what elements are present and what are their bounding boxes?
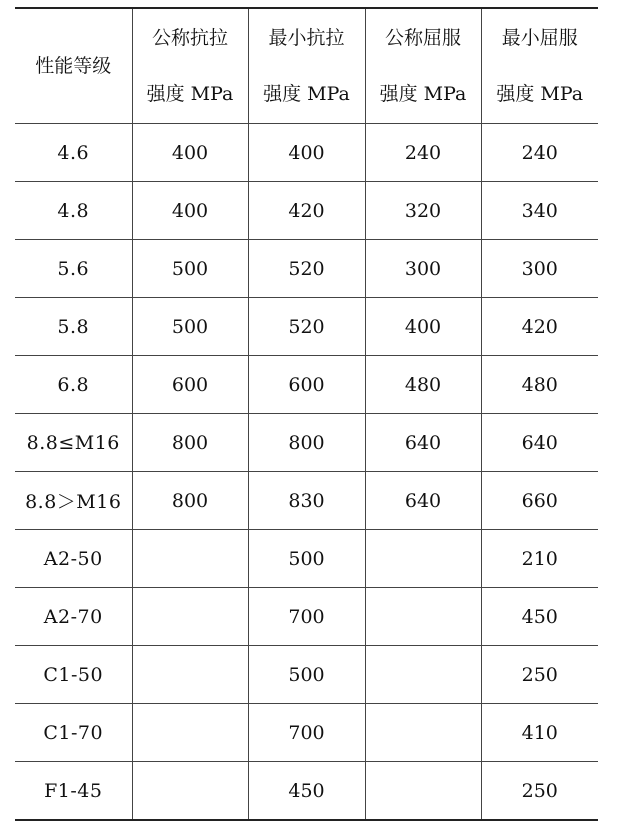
- cell-nominal-yield: [365, 530, 481, 588]
- cell-min-tensile: 420: [248, 182, 365, 240]
- table-row: [15, 240, 598, 298]
- cell-nominal-yield: [365, 646, 481, 704]
- cell-grade: A2-50: [15, 530, 132, 588]
- cell-nominal-yield: 300: [365, 240, 481, 298]
- cell-min-tensile: 520: [248, 298, 365, 356]
- header-nominal-yield-line1: 公称屈服: [384, 27, 461, 49]
- cell-grade: 4.6: [15, 124, 132, 182]
- cell-min-tensile: 830: [248, 472, 365, 530]
- cell-min-tensile: 520: [248, 240, 365, 298]
- cell-nominal-tensile: 500: [132, 240, 248, 298]
- cell-min-tensile: 500: [248, 646, 365, 704]
- cell-nominal-tensile: [132, 704, 248, 762]
- header-grade-label: 性能等级: [35, 55, 112, 77]
- cell-grade: A2-70: [15, 588, 132, 646]
- cell-nominal-tensile: 600: [132, 356, 248, 414]
- cell-grade: C1-50: [15, 646, 132, 704]
- cell-nominal-yield: 640: [365, 472, 481, 530]
- header-nominal-yield-line2: 强度 MPa: [379, 83, 467, 105]
- cell-nominal-tensile: 800: [132, 472, 248, 530]
- cell-min-yield: 240: [481, 124, 598, 182]
- cell-nominal-yield: [365, 762, 481, 821]
- cell-min-yield: 450: [481, 588, 598, 646]
- cell-min-yield: 420: [481, 298, 598, 356]
- header-grade: [15, 8, 132, 124]
- cell-nominal-tensile: [132, 762, 248, 821]
- table-body: [15, 124, 598, 821]
- cell-min-tensile: 700: [248, 704, 365, 762]
- table-row: [15, 298, 598, 356]
- cell-nominal-tensile: 500: [132, 298, 248, 356]
- cell-nominal-tensile: 800: [132, 414, 248, 472]
- table-row: [15, 414, 598, 472]
- header-nominal-tensile: [132, 8, 248, 124]
- cell-grade: 8.8＞M16: [15, 472, 132, 530]
- cell-nominal-tensile: 400: [132, 182, 248, 240]
- table-row: [15, 124, 598, 182]
- cell-nominal-tensile: [132, 646, 248, 704]
- header-min-yield: [481, 8, 598, 124]
- cell-min-tensile: 450: [248, 762, 365, 821]
- cell-min-yield: 410: [481, 704, 598, 762]
- header-nominal-tensile-line2: 强度 MPa: [146, 83, 234, 105]
- header-min-yield-line1: 最小屈服: [501, 27, 578, 49]
- cell-nominal-yield: [365, 704, 481, 762]
- bolt-strength-table: [15, 7, 598, 821]
- header-min-tensile-line1: 最小抗拉: [268, 27, 345, 49]
- header-min-tensile-line2: 强度 MPa: [263, 83, 350, 105]
- cell-nominal-yield: 640: [365, 414, 481, 472]
- table-row: [15, 588, 598, 646]
- cell-min-tensile: 600: [248, 356, 365, 414]
- cell-min-yield: 210: [481, 530, 598, 588]
- cell-grade: 4.8: [15, 182, 132, 240]
- cell-min-yield: 640: [481, 414, 598, 472]
- cell-min-tensile: 500: [248, 530, 365, 588]
- header-min-yield-line2: 强度 MPa: [496, 83, 584, 105]
- cell-min-yield: 250: [481, 762, 598, 821]
- table-row: [15, 472, 598, 530]
- cell-grade: 5.8: [15, 298, 132, 356]
- header-nominal-tensile-line1: 公称抗拉: [151, 27, 228, 49]
- cell-nominal-yield: 240: [365, 124, 481, 182]
- cell-grade: F1-45: [15, 762, 132, 821]
- cell-grade: 5.6: [15, 240, 132, 298]
- cell-min-yield: 660: [481, 472, 598, 530]
- cell-grade: 6.8: [15, 356, 132, 414]
- table-header: [15, 8, 598, 124]
- cell-nominal-tensile: [132, 588, 248, 646]
- cell-nominal-yield: 480: [365, 356, 481, 414]
- table-row: [15, 704, 598, 762]
- header-row: [15, 8, 598, 124]
- header-nominal-yield: [365, 8, 481, 124]
- cell-min-yield: 480: [481, 356, 598, 414]
- strength-table-container: [15, 7, 598, 821]
- cell-min-yield: 300: [481, 240, 598, 298]
- cell-nominal-tensile: 400: [132, 124, 248, 182]
- cell-nominal-yield: 400: [365, 298, 481, 356]
- header-min-tensile: [248, 8, 365, 124]
- table-row: [15, 182, 598, 240]
- cell-min-yield: 340: [481, 182, 598, 240]
- cell-grade: 8.8≤M16: [15, 414, 132, 472]
- cell-grade: C1-70: [15, 704, 132, 762]
- table-row: [15, 356, 598, 414]
- cell-nominal-yield: [365, 588, 481, 646]
- cell-min-tensile: 700: [248, 588, 365, 646]
- cell-nominal-yield: 320: [365, 182, 481, 240]
- cell-nominal-tensile: [132, 530, 248, 588]
- table-row: [15, 762, 598, 821]
- cell-min-yield: 250: [481, 646, 598, 704]
- cell-min-tensile: 400: [248, 124, 365, 182]
- table-row: [15, 646, 598, 704]
- table-row: [15, 530, 598, 588]
- cell-min-tensile: 800: [248, 414, 365, 472]
